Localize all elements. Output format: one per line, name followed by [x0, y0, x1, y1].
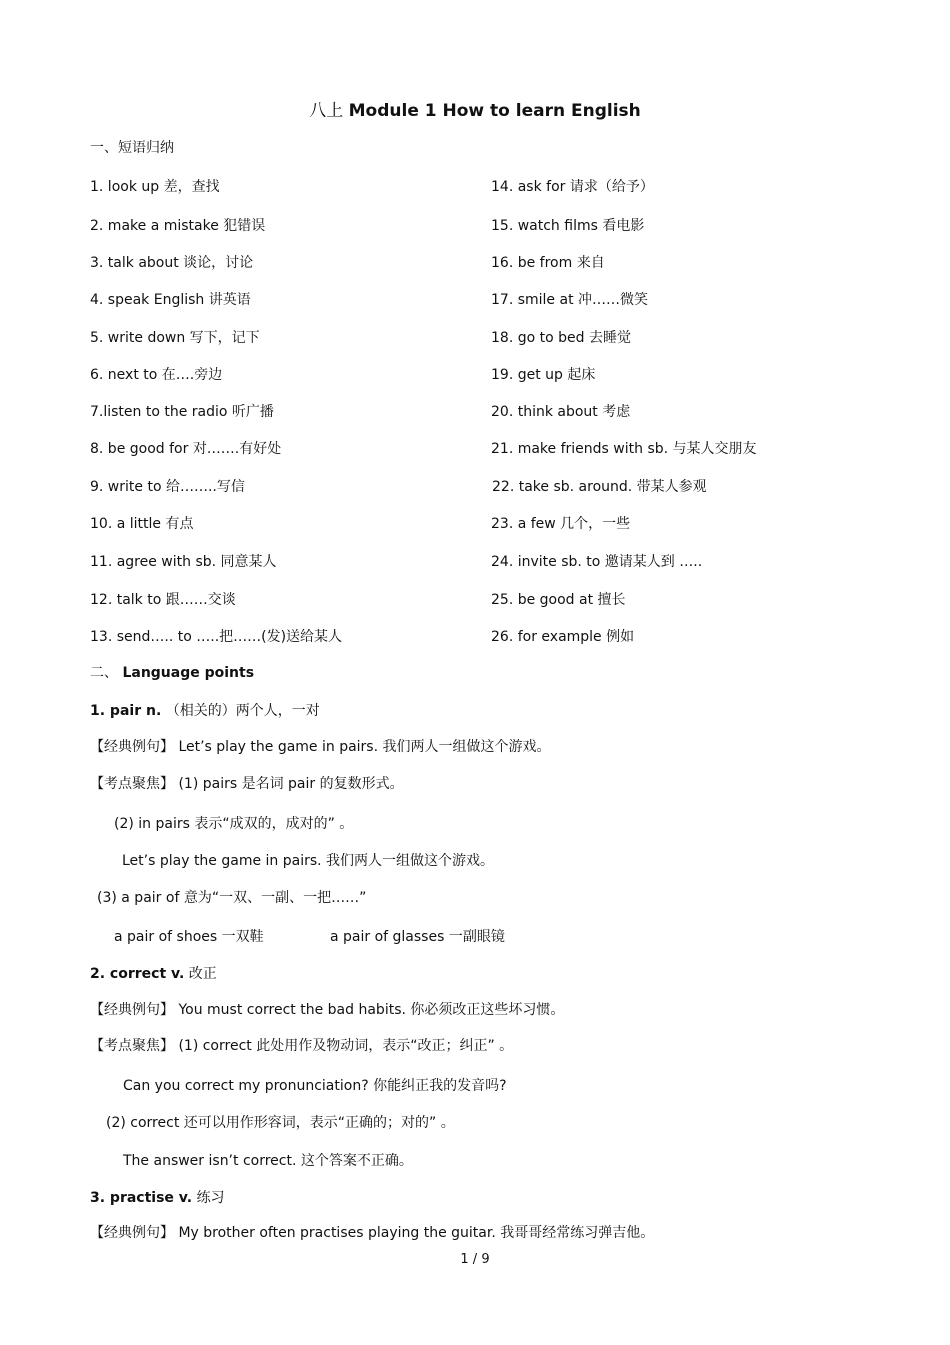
point3-example: 【经典例句】 My brother often practises playing the guitar. 我哥哥经常练习弹吉他。: [90, 1225, 655, 1241]
point2-focus: 【考点聚焦】 (1) correct 此处用作及物动词，表示“改正；纠正” 。: [90, 1038, 514, 1054]
phrase-item: 26. for example 例如: [491, 629, 635, 645]
point1-focus: 【考点聚焦】 (1) pairs 是名词 pair 的复数形式。: [90, 776, 404, 792]
point2-head: 2. correct v.: [90, 966, 185, 982]
phrase-item: 15. watch films 看电影: [491, 218, 645, 234]
phrase-item: 8. be good for 对…….有好处: [90, 441, 282, 457]
phrase-item: 3. talk about 谈论，讨论: [90, 255, 254, 271]
phrase-item: 23. a few 几个，一些: [491, 516, 631, 532]
point1-heading: [90, 702, 320, 720]
phrase-item: 25. be good at 擅长: [491, 592, 626, 608]
phrase-item: 20. think about 考虑: [491, 404, 631, 420]
page-number: 1 / 9: [460, 1252, 490, 1267]
point1-sub2: (2) in pairs 表示“成双的，成对的” 。: [114, 816, 354, 832]
section2-prefix: 二、: [90, 665, 118, 681]
point2-definition: 改正: [188, 966, 217, 982]
point3-definition: 练习: [196, 1190, 225, 1206]
point1-sub3: (3) a pair of 意为“一双、一副、一把……”: [97, 890, 367, 906]
phrase-item: 16. be from 来自: [491, 255, 605, 271]
point1-sub2-example: Let’s play the game in pairs. 我们两人一组做这个游戏。: [122, 853, 495, 869]
phrase-item: 22. take sb. around. 带某人参观: [492, 479, 707, 495]
phrase-item: 11. agree with sb. 同意某人: [90, 554, 277, 570]
phrase-item: 19. get up 起床: [491, 367, 596, 383]
point2-sub2-example: The answer isn’t correct. 这个答案不正确。: [123, 1153, 413, 1169]
phrase-item: 9. write to 给……..写信: [90, 479, 245, 495]
phrase-item: 24. invite sb. to 邀请某人到 …..: [491, 554, 703, 570]
point3-heading: [90, 1189, 225, 1207]
point1-definition: （相关的）两个人，一对: [165, 703, 320, 719]
phrase-item: 2. make a mistake 犯错误: [90, 218, 266, 234]
phrase-item: 6. next to 在….旁边: [90, 367, 223, 383]
phrase-item: 14. ask for 请求（给予）: [491, 179, 654, 195]
section1-heading: 一、短语归纳: [90, 140, 174, 156]
phrase-item: 21. make friends with sb. 与某人交朋友: [491, 441, 757, 457]
point1-example: 【经典例句】 Let’s play the game in pairs. 我们两人一组做这个游戏。: [90, 739, 551, 755]
point1-head: 1. pair n.: [90, 703, 162, 719]
phrase-item: 12. talk to 跟……交谈: [90, 592, 236, 608]
phrase-item: 4. speak English 讲英语: [90, 292, 251, 308]
phrase-item: 13. send….. to …..把……(发)送给某人: [90, 629, 343, 645]
phrase-item: 10. a little 有点: [90, 516, 194, 532]
section2-heading: [90, 664, 254, 682]
phrase-item: 1. look up 差，查找: [90, 179, 220, 195]
phrase-item: 5. write down 写下，记下: [90, 330, 260, 346]
page-title: [0, 100, 950, 122]
point2-example: 【经典例句】 You must correct the bad habits. 你必须改正这些坏习惯。: [90, 1002, 565, 1018]
phrase-item: 7.listen to the radio 听广播: [90, 404, 274, 420]
title-prefix: 八上: [309, 101, 344, 121]
point2-sub1-example: Can you correct my pronunciation? 你能纠正我的发音吗?: [123, 1078, 507, 1094]
title-main: Module 1 How to learn English: [348, 101, 641, 121]
phrase-item: 17. smile at 冲……微笑: [491, 292, 649, 308]
point1-sub3-example-2: a pair of glasses 一副眼镜: [330, 929, 505, 945]
phrase-item: 18. go to bed 去睡觉: [491, 330, 631, 346]
point3-head: 3. practise v.: [90, 1190, 193, 1206]
point1-sub3-example-1: a pair of shoes 一双鞋: [114, 929, 264, 945]
point2-sub2: (2) correct 还可以用作形容词，表示“正确的；对的” 。: [106, 1115, 455, 1131]
point2-heading: [90, 965, 217, 983]
section2-title: Language points: [122, 665, 255, 681]
